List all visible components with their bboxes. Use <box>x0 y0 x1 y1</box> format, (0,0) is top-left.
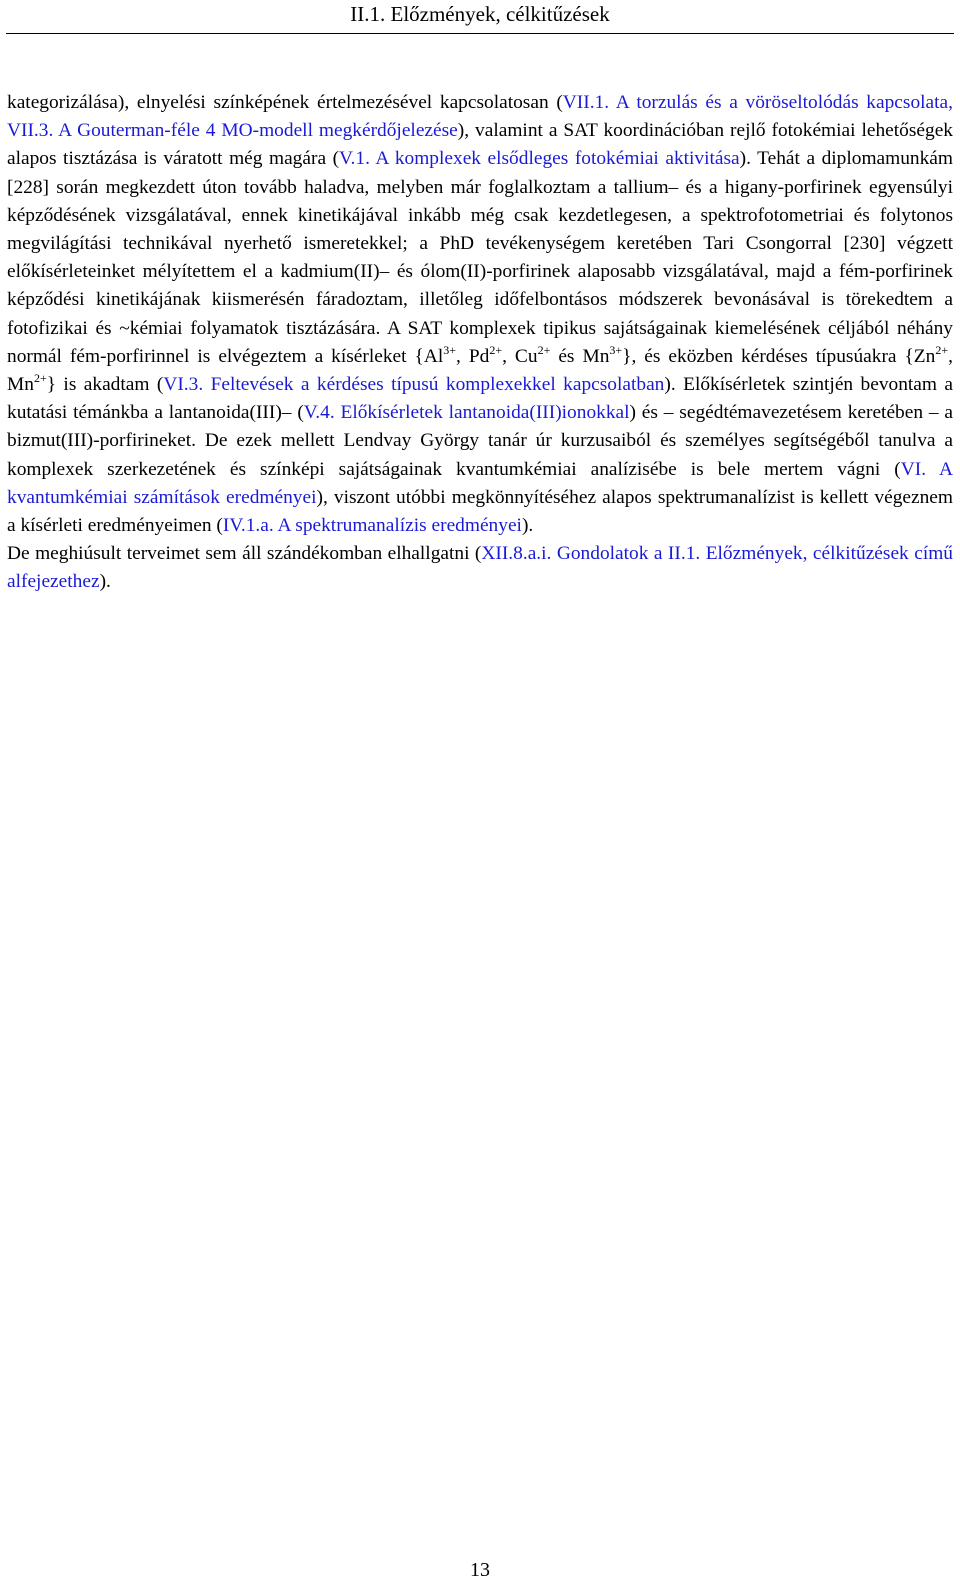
text-run: ). <box>521 515 534 537</box>
page-number-text: 13 <box>470 1559 490 1581</box>
text-run: , Cu <box>502 345 538 367</box>
charge-superscript: 3+ <box>609 342 623 357</box>
paragraph-1 <box>7 89 953 540</box>
charge-superscript: 2+ <box>489 342 503 357</box>
cross-reference-link[interactable]: IV.1.a. A spektrumanalízis eredményei <box>222 515 522 537</box>
header-title: II.1. Előzmények, célkitűzések <box>350 2 610 26</box>
text-run: De meghiúsult terveimet sem áll szándékomban elhallgatni ( <box>7 543 482 565</box>
text-run: , Pd <box>456 345 490 367</box>
cross-reference-link[interactable]: VI. A kvantumkémiai számítások eredményei <box>7 458 953 508</box>
text-run: }, és eközben kérdéses típusúakra {Zn <box>622 345 936 367</box>
text-run: ), valamint a SAT koordinációban rejlő fotokémiai lehetőségek alapos tisztázása is váratott még magára ( <box>7 120 953 170</box>
charge-superscript: 3+ <box>443 342 456 357</box>
text-run: kategorizálása), elnyelési színképének értelmezésével kapcsolatosan ( <box>7 92 563 113</box>
cross-reference-link[interactable]: V.1. A komplexek elsődleges fotokémiai aktivitása <box>339 148 740 170</box>
text-run: } is akadtam ( <box>46 374 164 396</box>
text-run: ), viszont utóbbi megkönnyítéséhez alapos spektrumanalízist is kellett végeznem a kísérleti eredményeimen ( <box>7 486 953 537</box>
cross-reference-link[interactable]: V.4. Előkísérletek lantanoida(III)ionokkal <box>303 402 630 424</box>
cross-reference-link[interactable]: VI.3. Feltevések a kérdéses típusú komplexekkel kapcsolatban <box>163 374 665 396</box>
header-divider <box>6 33 954 34</box>
charge-superscript: 2+ <box>33 371 47 386</box>
text-run: ). Előkísérletek szintjén bevontam a kutatási témánkba a lantanoida(III)– ( <box>7 374 954 424</box>
text-run: ). Tehát a diplomamunkám [228] során megkezdett úton tovább haladva, melyben már foglalkoztam a tallium– és a higany-porfirinek egyensúlyi képződésének vizsgálatával, ennek kinetikájával inkább még csak kezdetlegesen, a spektrofotometriai és folytonos megvilágítási technikával nyerhető ismeretekkel; a PhD tevékenységem keretében Tari Csongorral [230] végzett előkísérleteinket mélyítettem el a kadmium(II)– és ólom(II)-porfirinek alaposabb vizsgálatával, majd a fém-porfirinek képződési kinetikájának kiismerésén fáradoztam, illetőleg időfelbontásos módszerek bevonásával is törekedtem a fotofizikai és ~kémiai folyamatok tisztázására. A SAT komplexek tipikus sajátságainak kiemelésének céljából néhány normál fém-porfirinnel is elvégeztem a kísérleket {Al <box>7 148 953 367</box>
text-run: , Mn <box>7 345 953 396</box>
cross-reference-link[interactable]: XII.8.a.i. Gondolatok a II.1. Előzmények, célkitűzések című alfejezethez <box>7 543 953 593</box>
text-run: és Mn <box>550 345 610 367</box>
text-run: ) és – segédtémavezetésem keretében – a bizmut(III)-porfirineket. De ezek mellett Lendvay György tanár úr kurzusaiból és személyes segítségéből tanulva a komplexek szerkezetének és színképi sajátságainak kvantumkémiai analízisébe is bele mertem vágni ( <box>7 402 953 480</box>
main-content <box>7 89 953 597</box>
text-run: ). <box>99 571 111 593</box>
paragraph-2 <box>7 540 953 596</box>
charge-superscript: 2+ <box>537 342 551 357</box>
cross-reference-link[interactable]: VII.1. A torzulás és a vöröseltolódás kapcsolata, VII.3. A Gouterman-féle 4 MO-modell megkérdőjelezése <box>7 92 953 142</box>
page-header <box>0 0 960 36</box>
charge-superscript: 2+ <box>935 342 949 357</box>
page-number <box>0 1557 960 1583</box>
